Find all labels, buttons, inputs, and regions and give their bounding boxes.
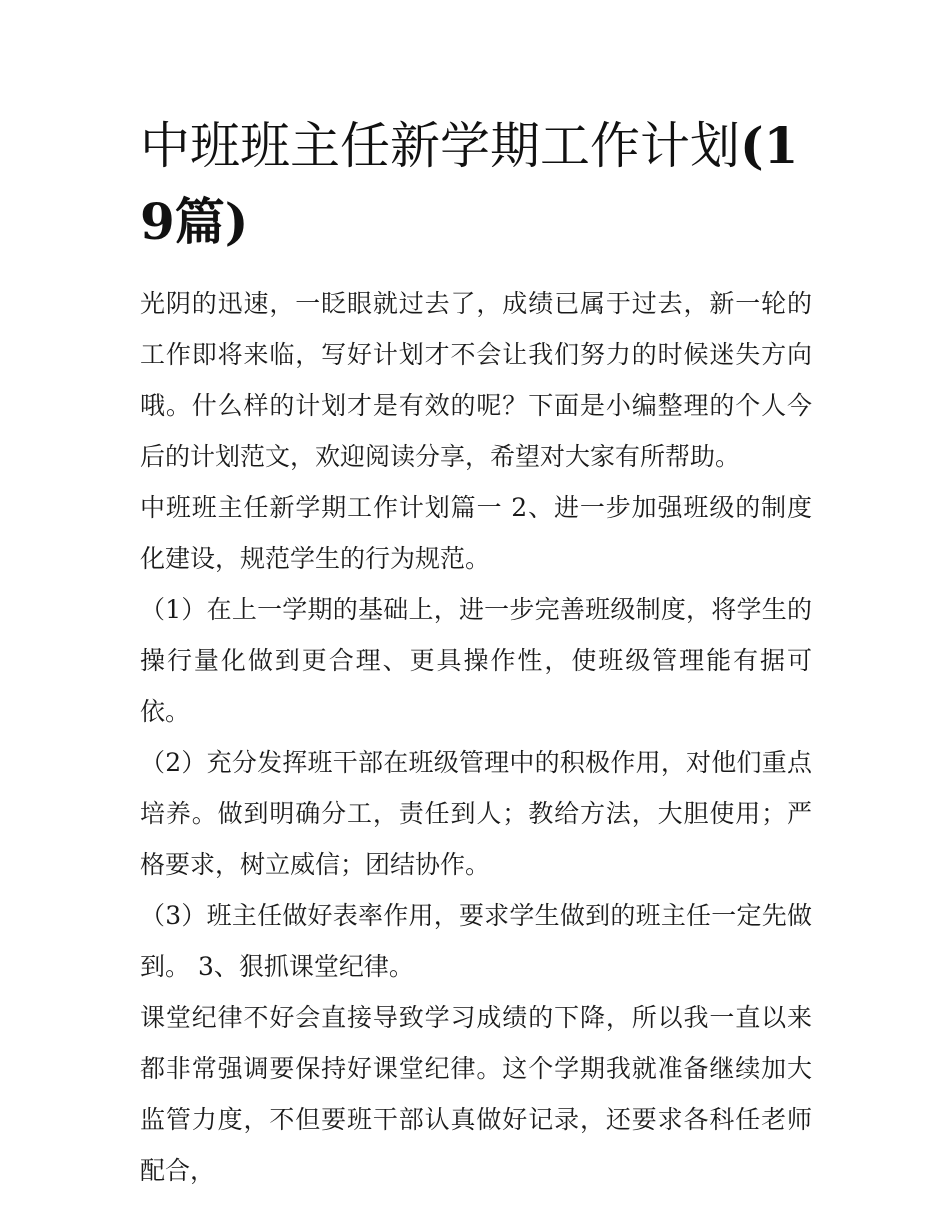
document-body: [140, 278, 812, 1196]
list-item-paragraph-3: （3）班主任做好表率作用，要求学生做到的班主任一定先做到。 3、狠抓课堂纪律。: [140, 901, 812, 981]
document-title-text: 中班班主任新学期工作计划: [140, 117, 740, 175]
document-page: [140, 108, 812, 1196]
list-item-paragraph-1: （1）在上一学期的基础上，进一步完善班级制度，将学生的操行量化做到更合理、更具操作性，使班级管理能有据可依。: [140, 595, 812, 726]
section-heading-paragraph: 中班班主任新学期工作计划篇一 2、进一步加强班级的制度化建设，规范学生的行为规范。: [140, 493, 812, 573]
document-title: [140, 108, 812, 260]
intro-paragraph: 光阴的迅速，一眨眼就过去了，成绩已属于过去，新一轮的工作即将来临，写好计划才不会让我们努力的时候迷失方向哦。什么样的计划才是有效的呢？下面是小编整理的个人今后的计划范文，欢迎阅读分享，希望对大家有所帮助。: [140, 289, 812, 471]
document-title-suffix: (19篇): [140, 116, 799, 251]
discipline-paragraph: 课堂纪律不好会直接导致学习成绩的下降，所以我一直以来都非常强调要保持好课堂纪律。这个学期我就准备继续加大监管力度，不但要班干部认真做好记录，还要求各科任老师配合，: [140, 1003, 812, 1185]
list-item-paragraph-2: （2）充分发挥班干部在班级管理中的积极作用，对他们重点培养。做到明确分工，责任到人；教给方法，大胆使用；严格要求，树立威信；团结协作。: [140, 748, 812, 879]
